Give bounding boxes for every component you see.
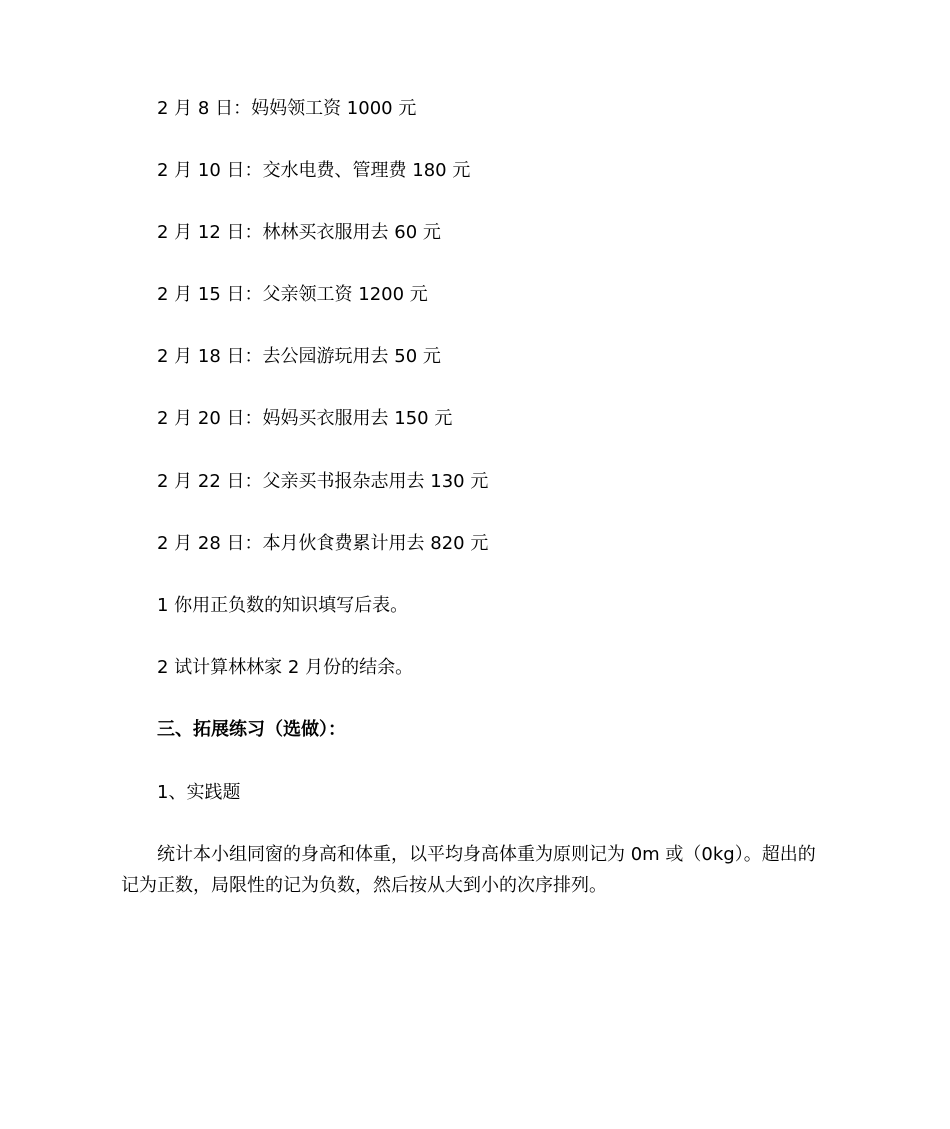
record-feb-10: 2 月 10 日：交水电费、管理费 180 元 (157, 160, 471, 181)
record-feb-8: 2 月 8 日：妈妈领工资 1000 元 (157, 98, 417, 119)
question-1: 1 你用正负数的知识填写后表。 (157, 595, 409, 616)
question-2: 2 试计算林林家 2 月份的结余。 (157, 657, 414, 678)
record-feb-22: 2 月 22 日：父亲买书报杂志用去 130 元 (157, 471, 489, 492)
record-feb-12: 2 月 12 日：林林买衣服用去 60 元 (157, 222, 441, 243)
practice-title: 1、实践题 (157, 782, 241, 803)
record-feb-15: 2 月 15 日：父亲领工资 1200 元 (157, 284, 428, 305)
record-feb-28: 2 月 28 日：本月伙食费累计用去 820 元 (157, 533, 489, 554)
section-heading: 三、拓展练习（选做）： (157, 719, 346, 740)
record-feb-18: 2 月 18 日：去公园游玩用去 50 元 (157, 346, 441, 367)
practice-paragraph: 统计本小组同窗的身高和体重，以平均身高体重为原则记为 0m 或（0kg）。超出的记为正数，局限性的记为负数，然后按从大到小的次序排列。 (121, 844, 816, 896)
record-feb-20: 2 月 20 日：妈妈买衣服用去 150 元 (157, 408, 453, 429)
